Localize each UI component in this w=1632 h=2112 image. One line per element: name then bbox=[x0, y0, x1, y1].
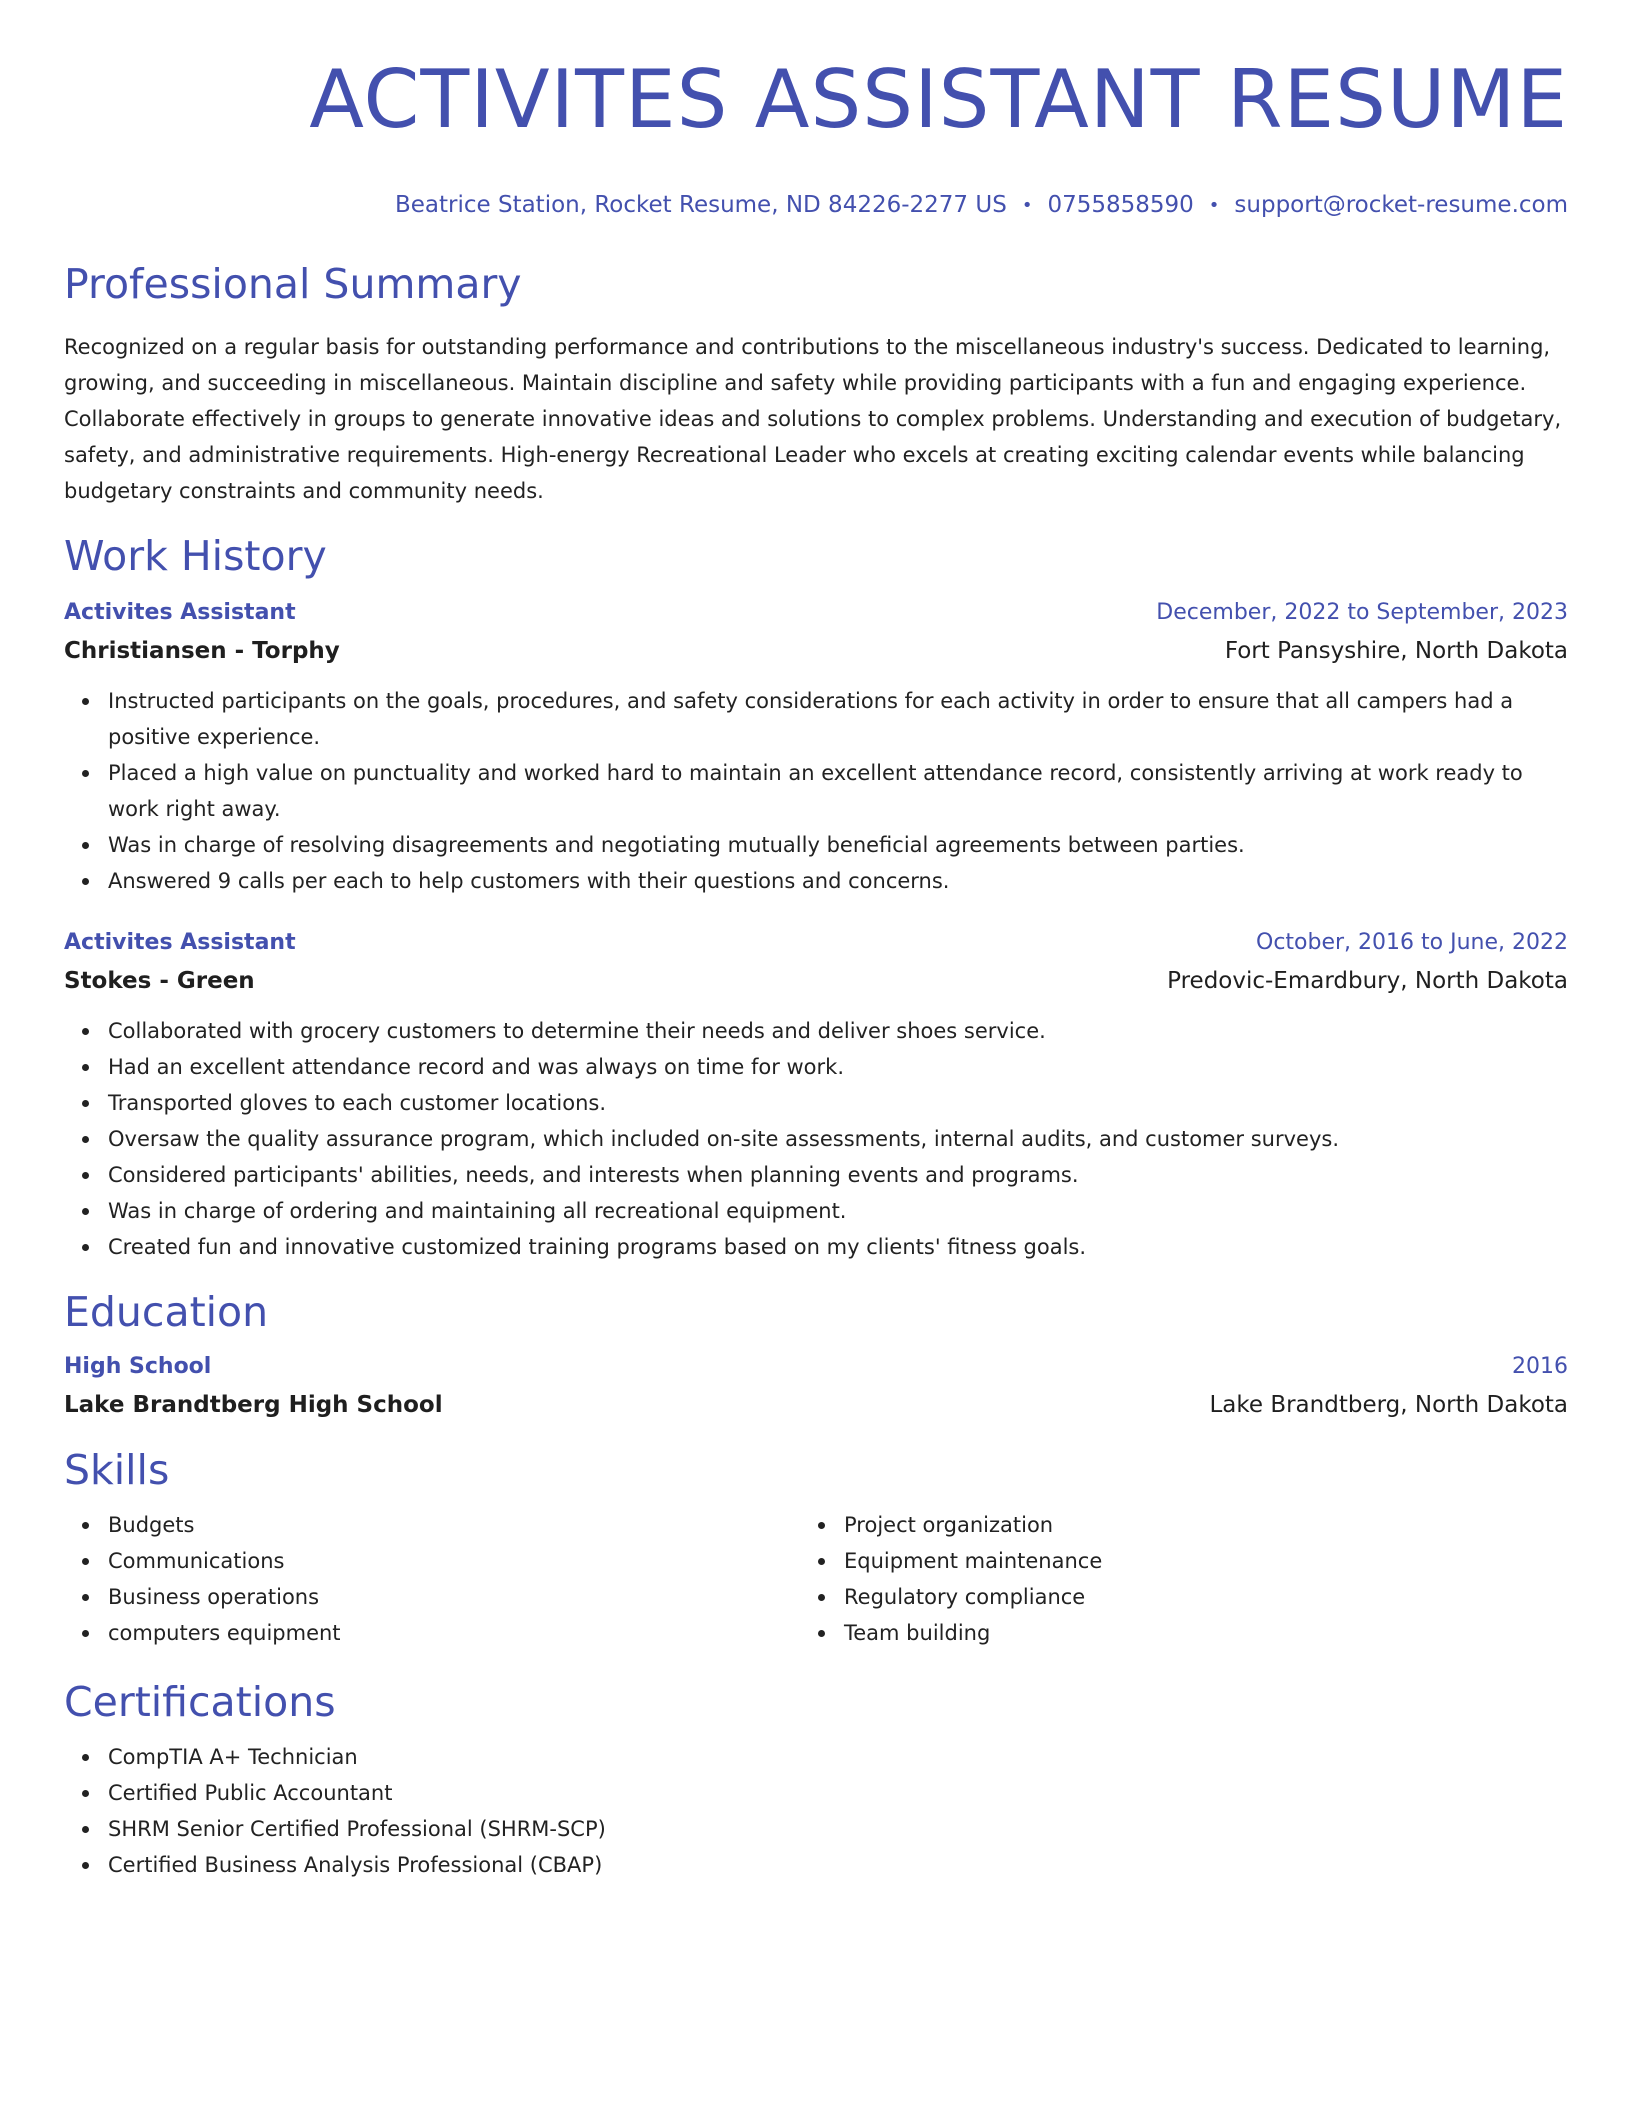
contact-email[interactable]: support@rocket-resume.com bbox=[1234, 192, 1568, 218]
education-degree: High School bbox=[64, 1353, 212, 1379]
job-bullets bbox=[64, 1013, 1568, 1265]
section-title-certifications: Certifications bbox=[64, 1677, 336, 1726]
list-item: Collaborated with grocery customers to determine their needs and deliver shoes service. bbox=[108, 1013, 1568, 1049]
section-title-summary: Professional Summary bbox=[64, 259, 522, 308]
skills-list-right bbox=[800, 1507, 1536, 1651]
list-item: Was in charge of resolving disagreements and negotiating mutually beneficial agreements between parties. bbox=[108, 827, 1568, 863]
list-item: Team building bbox=[844, 1615, 1536, 1651]
resume-header bbox=[64, 50, 1568, 221]
education-location: Lake Brandtberg, North Dakota bbox=[1209, 1391, 1568, 1418]
summary-text: Recognized on a regular basis for outstanding performance and contributions to the miscellaneous industry's success. Dedicated to learning, growing, and succeeding in miscellaneous. Maintain discipline and safety while providing participants with a fun and engaging experience. Collaborate effectively in groups to generate innovative ideas and solutions to complex problems. Understanding and execution of budgetary, safety, and administrative requirements. High-energy Recreational Leader who excels at creating exciting calendar events while balancing budgetary constraints and community needs. bbox=[64, 334, 1562, 503]
list-item: Placed a high value on punctuality and worked hard to maintain an excellent attendance record, consistently arriving at work ready to work right away. bbox=[108, 755, 1568, 827]
list-item: Considered participants' abilities, needs, and interests when planning events and programs. bbox=[108, 1157, 1568, 1193]
contact-line bbox=[64, 190, 1568, 221]
job-employer: Christiansen - Torphy bbox=[64, 637, 340, 664]
job-title: Activites Assistant bbox=[64, 599, 296, 625]
contact-separator: • bbox=[1021, 194, 1033, 216]
job-entry bbox=[64, 595, 1568, 899]
job-dates: December, 2022 to September, 2023 bbox=[1156, 599, 1568, 625]
education-year: 2016 bbox=[1512, 1353, 1568, 1379]
job-location: Predovic-Emardbury, North Dakota bbox=[1167, 967, 1568, 994]
list-item: Business operations bbox=[108, 1579, 800, 1615]
contact-phone: 0755858590 bbox=[1047, 192, 1194, 218]
list-item: Oversaw the quality assurance program, which included on-site assessments, internal audits, and customer surveys. bbox=[108, 1121, 1568, 1157]
job-title: Activites Assistant bbox=[64, 929, 296, 955]
list-item: Instructed participants on the goals, procedures, and safety considerations for each activity in order to ensure that all campers had a positive experience. bbox=[108, 683, 1568, 755]
contact-separator: • bbox=[1208, 194, 1220, 216]
list-item: Answered 9 calls per each to help customers with their questions and concerns. bbox=[108, 863, 1568, 899]
education-school: Lake Brandtberg High School bbox=[64, 1391, 443, 1418]
contact-address: Beatrice Station, Rocket Resume, ND 84226-2277 US bbox=[394, 192, 1007, 218]
list-item: SHRM Senior Certified Professional (SHRM-SCP) bbox=[108, 1811, 1568, 1847]
certifications-list bbox=[64, 1739, 1568, 1883]
list-item: CompTIA A+ Technician bbox=[108, 1739, 1568, 1775]
list-item: Certified Business Analysis Professional (CBAP) bbox=[108, 1847, 1568, 1883]
section-title-education: Education bbox=[64, 1287, 269, 1336]
list-item: Equipment maintenance bbox=[844, 1543, 1536, 1579]
list-item: Communications bbox=[108, 1543, 800, 1579]
list-item: Transported gloves to each customer locations. bbox=[108, 1085, 1568, 1121]
section-title-skills: Skills bbox=[64, 1445, 170, 1494]
job-entry bbox=[64, 925, 1568, 1265]
list-item: Budgets bbox=[108, 1507, 800, 1543]
list-item: Regulatory compliance bbox=[844, 1579, 1536, 1615]
job-dates: October, 2016 to June, 2022 bbox=[1256, 929, 1568, 955]
job-bullets bbox=[64, 683, 1568, 899]
list-item: Created fun and innovative customized training programs based on my clients' fitness goals. bbox=[108, 1229, 1568, 1265]
list-item: Certified Public Accountant bbox=[108, 1775, 1568, 1811]
list-item: Was in charge of ordering and maintaining all recreational equipment. bbox=[108, 1193, 1568, 1229]
section-title-work-history: Work History bbox=[64, 531, 327, 580]
list-item: Project organization bbox=[844, 1507, 1536, 1543]
skills-list-left bbox=[64, 1507, 800, 1651]
skills-columns bbox=[64, 1507, 1568, 1651]
job-location: Fort Pansyshire, North Dakota bbox=[1224, 637, 1568, 664]
job-employer: Stokes - Green bbox=[64, 967, 255, 994]
list-item: Had an excellent attendance record and was always on time for work. bbox=[108, 1049, 1568, 1085]
list-item: computers equipment bbox=[108, 1615, 800, 1651]
education-entry bbox=[64, 1349, 1568, 1425]
resume-name: ACTIVITES ASSISTANT RESUME bbox=[309, 53, 1568, 146]
